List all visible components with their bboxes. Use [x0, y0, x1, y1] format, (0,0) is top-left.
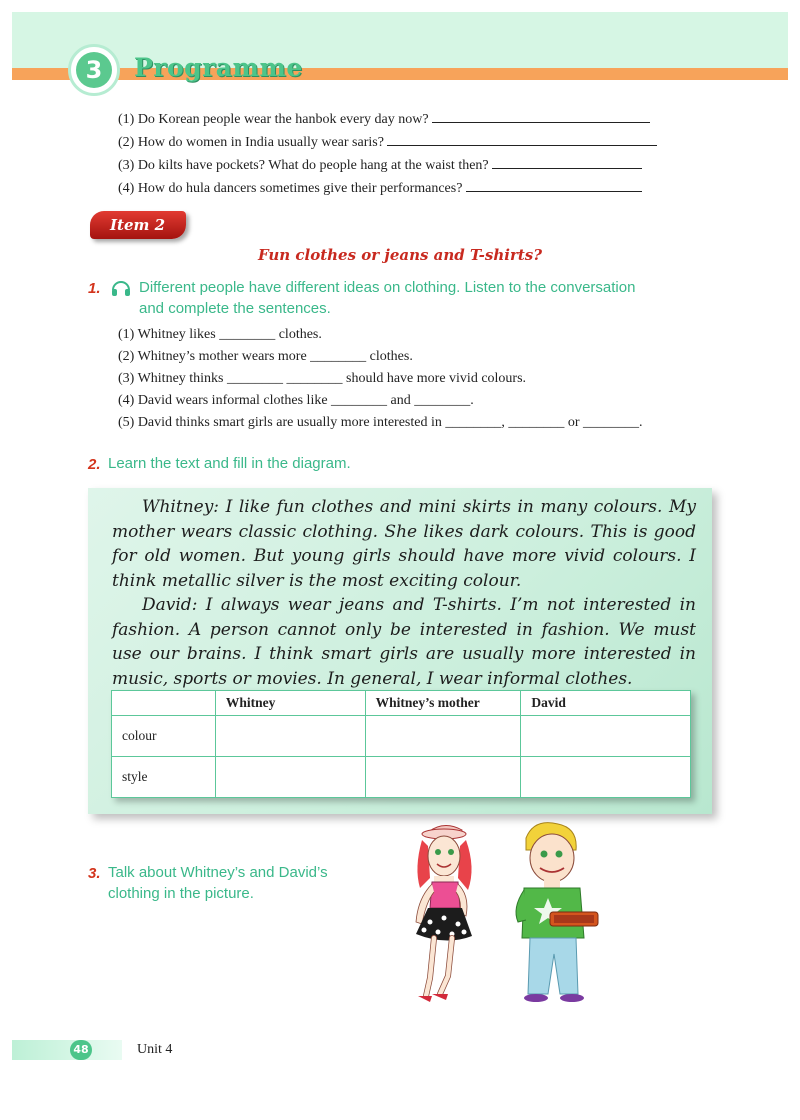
header-band	[12, 12, 788, 68]
header-stripe	[12, 68, 788, 80]
question-4: (4) How do hula dancers sometimes give their performances?	[118, 179, 642, 197]
paragraph-whitney: Whitney: I like fun clothes and mini skirts in many colours. My mother wears classic clothing. She likes dark colours. This is good for old women. But young girls should have more vivid colours. I think metallic silver is the most exciting colour.	[112, 497, 696, 591]
item-badge: Item 2	[90, 211, 186, 239]
task-3-number: 3.	[88, 865, 101, 882]
clothing-table	[111, 690, 691, 798]
question-3: (3) Do kilts have pockets? What do people hang at the waist then?	[118, 156, 642, 174]
section-number: 3	[76, 52, 112, 88]
task-2-instruction: Learn the text and fill in the diagram.	[108, 455, 351, 472]
page-number: 48	[70, 1040, 92, 1060]
task-1-number: 1.	[88, 280, 101, 297]
task-1-instruction: Different people have different ideas on clothing. Listen to the conversation and complete the sentences.	[139, 279, 636, 317]
sentence-3: (3) Whitney thinks ________ ________ should have more vivid colours.	[118, 371, 527, 386]
sentence-2: (2) Whitney’s mother wears more ________ clothes.	[118, 349, 413, 364]
table-header-david: David	[521, 691, 691, 716]
whitney-david-illustration	[400, 818, 630, 1010]
table-cell[interactable]	[521, 716, 691, 757]
task-3-instruction: Talk about Whitney’s and David’s clothing in the picture.	[108, 864, 328, 902]
section-title: Programme	[134, 53, 303, 82]
question-1: (1) Do Korean people wear the hanbok every day now?	[118, 110, 650, 128]
table-header-whitney: Whitney	[215, 691, 365, 716]
unit-label: Unit 4	[137, 1042, 173, 1057]
whitney-figure	[416, 825, 472, 1002]
paragraph-david: David: I always wear jeans and T-shirts. I’m not interested in fashion. A person cannot only be interested in fashion. We must use our brains. I think smart girls are usually more interested in music, sports or movies. In general, I wear informal clothes.	[112, 595, 696, 689]
row-label-style: style	[112, 757, 216, 798]
sentence-1: (1) Whitney likes ________ clothes.	[118, 327, 322, 342]
reading-passage	[112, 495, 696, 691]
sentence-4: (4) David wears informal clothes like ________ and ________.	[118, 393, 474, 408]
table-row	[112, 716, 691, 757]
question-2: (2) How do women in India usually wear saris?	[118, 133, 657, 151]
table-cell[interactable]	[215, 716, 365, 757]
headphones-icon	[110, 277, 132, 299]
row-label-colour: colour	[112, 716, 216, 757]
table-cell[interactable]	[215, 757, 365, 798]
table-cell[interactable]	[365, 716, 521, 757]
table-header-mother: Whitney’s mother	[365, 691, 521, 716]
table-header-blank	[112, 691, 216, 716]
table-cell[interactable]	[365, 757, 521, 798]
footer-band	[12, 1040, 122, 1060]
david-figure	[516, 823, 598, 1002]
table-cell[interactable]	[521, 757, 691, 798]
table-row	[112, 757, 691, 798]
table-header-row	[112, 691, 691, 716]
sentence-5: (5) David thinks smart girls are usually more interested in ________, ________ or ________.	[118, 415, 643, 430]
task-2-number: 2.	[88, 456, 101, 473]
item-subtitle: Fun clothes or jeans and T-shirts?	[257, 246, 543, 264]
